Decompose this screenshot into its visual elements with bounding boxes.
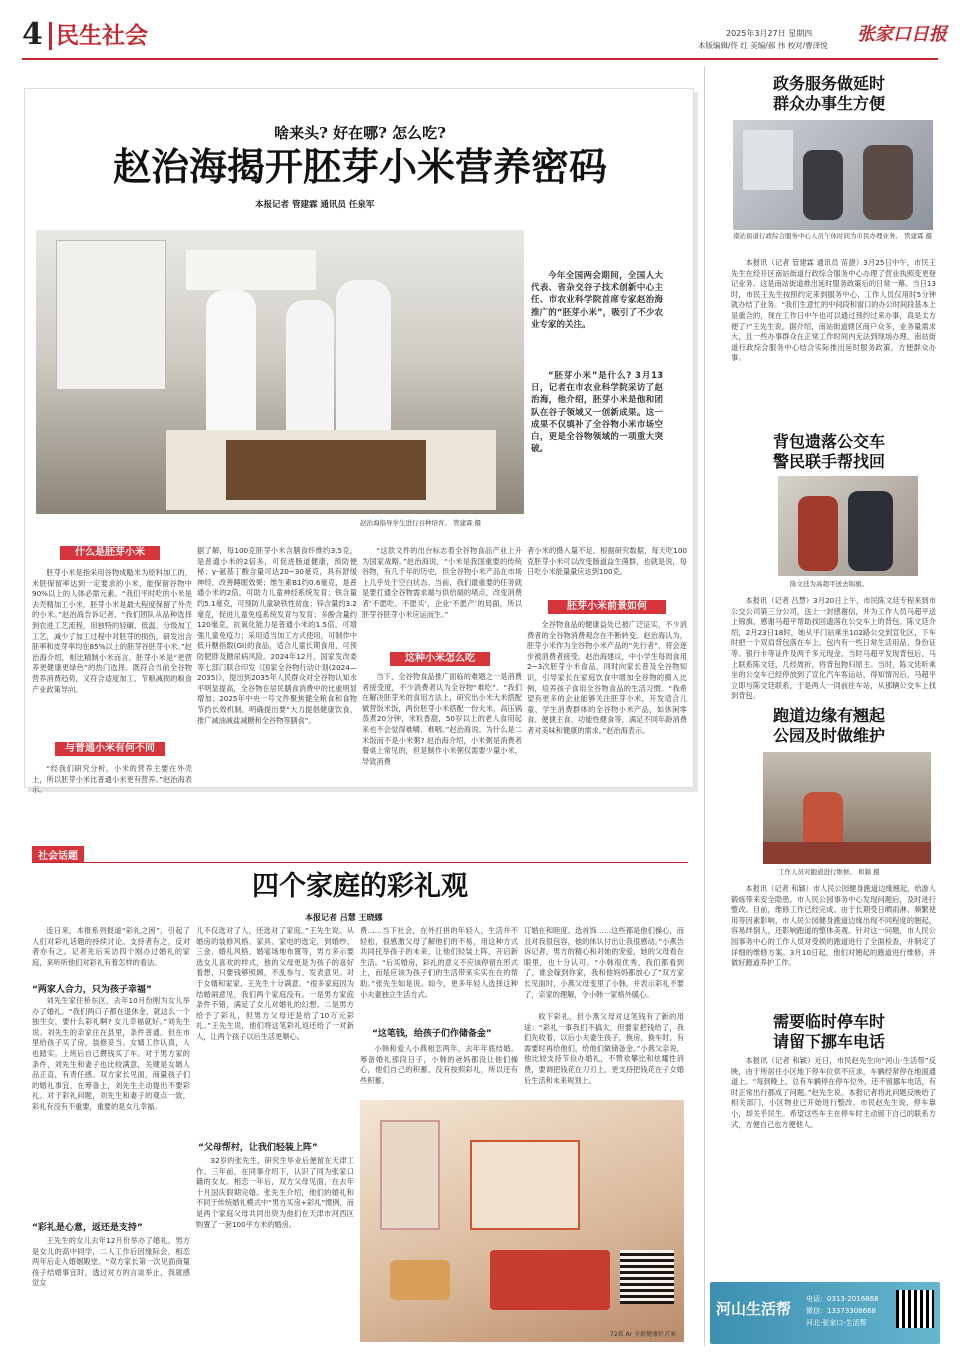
main-col3: “这款文件的出台标志着全谷物食品产业上升为国家战略。”赵治海说，“小米是我国重要的传统谷物，有几千年的历史，但全谷物小米产品在市场上几乎处于空白状态。当前，我们最重要的任务就是要打通全谷物需求端与供给端的堵点，改变消费者‘不愿吃、不愿买’，企业‘不愿产’的局面，所以胚芽谷胚芽小米应运而生。”: [362, 546, 522, 619]
paper-logo: 张家口日报: [857, 24, 947, 45]
story2-col1b: 刘先生家住桥东区，去年10月份刚为女儿举办了婚礼。“我们两口子都在退休金，就这么一个独生女，要什么彩礼啊? 女儿幸福就好。”刘先生说。刘先生的亲家住在县里，条件普通。但在市里给孩子买了房，装修妥当。女婿工作认真，人也踏实。上班后自己攒钱买了车。对于男方家的条件，刘先生和妻子也比较满意，关键是女婿人品正直，有责任感。双方家长见面，商量孩子们的婚礼事宜，在筹备上，刘先生主动提出不要彩礼。对于彩礼问题，刘先生和妻子的观点一致，彩礼有没有不重要，重要的是女儿幸福。: [32, 996, 190, 1111]
main-col4b: 全谷物食品的健康益处已被广泛证实，不少消费者的全谷物消费观念在不断转变。赵治海认为，胚芽小米作为全谷物小米产品的“先行者”，将会逐步被消费者接受。赵治海建议，中小学生每周食用2~3次胚芽小米食品，同时向家长普及全谷物知识，引导家长在家庭饮食中增加全谷物的摄入比例，培养孩子食用全谷物食品的生活习惯。“我希望有更多的企业能够关注胚芽小米，开发适合儿童、学生消费群体的全谷物小米产品，如休闲零食、便捷主食、功能性健食等，满足不同年龄消费者对美味和健康的需求。”赵治海表示。: [527, 620, 687, 735]
subhead-prospect: 胚芽小米前景如何: [548, 600, 666, 614]
story2-col4b: 收下彩礼，但小燕父母对这笔钱有了新的用途：“彩礼一事我们不搞太，但要家把钱给了，我们先收着，以后小夫妻生孩子，换房，换车时，有需要时再给他们，给他们做储备金。”小燕父亲说，他比较支持节俭办婚礼，不赞欢攀比和炫耀性消费，要调把钱花在刀刃上，更支持把钱花在子女婚后生活和未来规划上。: [524, 1012, 684, 1085]
side2-title-line1: 背包遗落公交车: [772, 432, 885, 451]
story2-col2b: 32岁的张先生，研究生毕业后便留在天津工作。三年前，在同事介绍下，认识了同为张家口籍的女友。相恋一年后，双方父母见面，在去年十月国庆假期完婚。张先生介绍，他们的婚礼和不同于传统婚礼模式中“男方买房+彩礼”惯例，而是两个家庭父母共同出资为他们在天津市河西区购置了一套100平方米的婚房。: [196, 1156, 354, 1229]
lead-text-2: “胚芽小米”是什么? 3月13日，记者在市农业科学院采访了赵治海，他介绍，胚芽小米是他和团队在谷子领域又一创新成果。这一成果不仅填补了全谷物小米市场空白，更是全谷物领域的一项重大突破。: [531, 371, 663, 455]
story2-col1a: 连日来，本报系列报道“彩礼之困”，引起了人们对彩礼话题的持续讨论。支持者有之，反对者亦有之。记者先后采访四个刚办过婚礼的家庭，来听听他们对彩礼有着怎样的看法。: [32, 926, 190, 967]
wedding-gift-photo: [360, 1100, 684, 1342]
subhead-difference: 与普通小米有何不同: [55, 742, 165, 756]
subhead-what-is: 什么是胚芽小米: [60, 546, 160, 560]
side2-caption: 陈文廷为高超平送去锦旗。: [790, 580, 868, 588]
ad-logo: 河山生活帮: [716, 1300, 792, 1318]
main-col2: 据了解，每100克胚芽小米含膳食纤维约3.5克，是普通小米的2倍多，可促进肠道健康，预防便秘；γ-氨基丁酸含量可达20~30毫克，具有舒缓神经、改善睡眠效果；维生素B1约0.6毫克，是普通小米的2倍，可助力儿童神经系统发育；铁含量约5.1毫克，可预防儿童缺铁性贫血；锌含量约3.2毫克，促进儿童免疫系统发育与发育；多酚含量约120毫克，抗氧化能力是普通小米的1.5倍，可增强儿童免疫力；采用适当加工方式使用，可制作中低升糖指数(GI)的食品，适合儿童长期食用，可预防肥胖及糖尿病风险。2024年12月，国家发改委等七部门联合印发《国家全谷物行动计划(2024—2035)》，提出到2035年人民群众对全谷物认知水平明显提高，全谷物在居民膳食消费中的比重明显增加；2025年中央一号文件聚焦健全粮食和食物节约长效机制，明确提出要“大力提倡健康饮食，推广减油减盐减糖和全谷物等膳食”。: [197, 546, 357, 725]
side1-title-line1: 政务服务做延时: [772, 74, 885, 93]
main-col1b: “经我们研究分析，小米的营养主要在外壳上，所以胚芽小米比普通小米更有营养。”赵治海表示。: [32, 764, 192, 795]
main-kicker: 啥来头? 好在哪? 怎么吃?: [274, 124, 446, 142]
side2-photo: [778, 476, 918, 576]
story2-col3a: 费……当下社会，在外打拼的年轻人，生活并不轻松，很感激父母了解他们的不易，用这种方式共同托举孩子的未来，让他们轻装上阵，开启新生活。“后买婚房，彩礼的意义不应该停留在形式上，而是应该为孩子们的生活带来实实在在的帮助。”张先生如是说。如今，更多年轻人选择这种小夫妻独立生活方式。: [360, 926, 518, 999]
story2-sub2: “彩礼是心意，返还是支持”: [32, 1223, 143, 1233]
side3-caption: 工作人员对跑道进行维修。 和颖 摄: [778, 868, 880, 876]
side3-title-line1: 跑道边缘有翘起: [772, 706, 885, 725]
side1-photo: [733, 120, 933, 230]
life-help-ad: [710, 1282, 940, 1344]
story2-col2a: 儿不仅选对了人，还选对了家庭。”王先生说。从婚房的装修风格、家具、家电的选定，到婚纱、三金、婚礼风格、婚宴场地布置等，男方多示要选女儿喜欢的样式，他的父母更是为孩子的喜好着想，只要钱够照顾，不乱参与、发表意见。对于女婿和家家，王先生十分满意。“很多家庭因为结婚闹意见，我们两个家庭没有。一是男方家庭条件不错，满足了女儿对婚礼的幻想。二是男方给予了彩礼，但男方父母还是给了10万元彩礼。”王先生说，他们将这笔彩礼返还给了一对新人，让两个孩子以后生活更顺心。: [196, 926, 354, 1041]
story2-col1c: 王先生的女儿去年12月份举办了婚礼，男方是女儿的高中同学，二人工作后因缘际会，相恋两年后走入婚姻殿堂。“双方家长第一次见面商量孩子结婚事宜时，透过对方的言谈举止，我就感觉女: [32, 1236, 190, 1288]
section-divider: [49, 22, 52, 50]
lead-text: 今年全国两会期间，全国人大代表、省杂交谷子技术创新中心主任、市农业科学院首席专家赵治海推广的“胚芽小米”，吸引了不少农业专家的关注。: [531, 271, 663, 330]
side1-text: 本报讯（记者 管建霖 通讯员 苗捷）3月25日中午，市民王先生在经开区南站街道行政综合服务中心办理了营业执照变更登记业务。这是南站街道推出延时服务政策后的日常一幕。当日13时，市民王先生按照约定来到服务中心，工作人员仅用时5分钟就办结了业务。“我们生意忙的中间段和窗口的办公时间段基本上是重合的，现在工作日中午也可以通过预约过来办事，真是太方便了!”王先生说。据介绍，南站街道辖区商户众多，业务量需求大，且一些办事群众在正常工作时间内无法到现场办理。南站街道行政综合服务中心结合实际推出延时服务政策，方便群众办事。: [731, 258, 936, 363]
side2-text: 本报讯（记者 吕慧）3月20日上午，市民陈文廷专程来到市公交公司第三分公司，送上一封感谢信，并为工作人员马超平送上锦旗，感谢马超平帮助找回遗落在公交车上的背包。陈文廷介绍，2月23日18时，她从平门站乘坐102路公交到宣化区，下车时把一个双肩背包落在车上，包内有一些日常生活用品、身份证等。银行卡等证件及两千多元现金。当时马超平发现背包后，马上联系陈文廷，几经周折，将背包物归原主。当时，陈文廷听乘坐的公交车已经停放到了宣化汽车客运站，得知情况后，马超平立即与陈文廷联系，于是两人一同前往车站，从那辆公交车上找到背包。: [731, 596, 936, 701]
subhead-how-eat: 这种小米怎么吃: [390, 652, 490, 666]
story2-col3b: 小韩和爱人小燕相恋两年，去年年底结婚。筹备婚礼那段日子，小韩的爸妈都没让他们操心，他们自己的积蓄，没有按照彩礼，所以还有些积蓄。: [360, 1044, 518, 1085]
ad-wechat: 微信：13373308668: [806, 1307, 876, 1315]
issue-date: 2025年3月27日 星期四: [726, 29, 813, 38]
page-number: 4: [22, 17, 43, 52]
photo-banner: 72款 Ar 全新健康好方案: [610, 1331, 677, 1338]
main-col4a: 者小米的摄入量不足。根据研究数据，每天吃100克胚芽小米可以改变肠道益生菌群，也就是说，每日吃小米能量量应达到100克。: [527, 546, 687, 577]
qr-code: [620, 1250, 674, 1304]
right-column-rule: [704, 66, 705, 1346]
side3-photo: [763, 752, 931, 864]
social-topic-tag: 社会话题: [32, 846, 84, 863]
side1-title-line2: 群众办事生方便: [772, 94, 885, 113]
side3-title-line2: 公园及时做维护: [772, 726, 885, 745]
ad-phone: 电话：0313-2016868: [806, 1295, 879, 1303]
ad-qr-code: [896, 1290, 934, 1328]
story2-sub4: “这笔钱，给孩子们作储备金”: [372, 1029, 492, 1039]
story2-col4a: 订婚在和睦度、选首饰……这些都是他们操心，而且对我很包容，他的体认付出让我很感动。”小燕告诉记者，男方的精心和对她的宠爱，她的父母看在眼里，也十分认可。“小韩很优秀，我们都看到了，谁会嫁到你家，我和他妈妈都放心了”双方家长见面时，小燕父母变里了小韩，并表示彩礼不要了，亲家的理解，令小韩一家格外暖心。: [524, 926, 684, 999]
main-col1a: 胚芽小米是指采用谷物成糙米为原料加工的，米胚保留率达到一定要求的小米，能保留谷物中90%以上的人体必需元素。“我们平时吃的小米是去壳精加工小米，胚芽小米是最大程度保留了外壳的小米。”赵治海告诉记者，“我们团队从品种选择到农进工艺流程，用独特的轻碾、低温、分级加工工艺，减少了加工过程中对胚芽的损伤，研发出含胚率和皮芽率均在85%以上的胚芽谷胚芽小米。”赵治海介绍，相比精制小米而言，胚芽小米是“更营养更健康更绿色”的热门选择。既符合当前全谷物营养消费趋势，又符合适度加工、节粮减损的粮食产业政策导向。: [32, 568, 192, 694]
story2-title: 四个家庭的彩礼观: [252, 871, 468, 902]
main-title: 赵治海揭开胚芽小米营养密码: [112, 144, 607, 189]
story2-rule: [32, 862, 688, 863]
lab-photo: [36, 230, 524, 514]
story2-sub3: “父母帮村，让我们轻装上阵”: [198, 1143, 318, 1153]
main-col3b: 当下，全谷物食品推广面临的难题之一是消费者接受度，不少消费者认为全谷物“难吃”。“我们在解决胚芽米的食用方法上，研究出小米大米搭配做营饭米饭，两份胚芽小米搭配一份大米，高压锅蒸煮20分钟，米粒香甜，50岁以上的老人食用起来也不会觉得难嚼、难咽。”赵治海说。为什么是二米饭而不是小米粥? 赵治海介绍，小米粥是消费者餐桌上常见的，但是制作小米粥仅需要少量小米，导致消费: [362, 672, 522, 766]
masthead-rule: [22, 58, 938, 60]
story2-sub1: “两家人合力，只为孩子幸福”: [32, 985, 152, 995]
side2-title-line2: 警民联手帮找回: [772, 452, 885, 471]
side4-title-line1: 需要临时停车时: [772, 1012, 885, 1031]
side4-text: 本报讯（记者 和颖）近日，市民赵先生向“河山·生活帮”反映，由于所居住小区地下停车位供不应求，车辆经常停在地面通道上。“每到晚上，总有车辆停在停车位外，还不留挪车电话，有时正常出行都成了问题。”赵先生说。本报记者将此问题反映给了相关部门，小区物业已开始进行整改。市民赵先生说，停车靠小，却关乎民生。希望这些车主在停车时主动留下自己的联系方式，方便自己也方便他人。: [731, 1056, 936, 1129]
main-byline: 本报记者 管建霖 通讯员 任泉军: [255, 200, 375, 210]
lab-photo-caption: 赵治海指导学生进行谷种培育。 管建霖 摄: [360, 519, 482, 527]
editors: 本版编辑/佟 红 美编/郝 伟 校对/曹泽悦: [698, 41, 828, 50]
ad-tagline: 河北·张家口·生活帮: [806, 1319, 867, 1327]
story2-byline: 本报记者 吕慧 王晓娜: [305, 913, 383, 922]
side3-text: 本报讯（记者 和颖）市人民公园健身跑道边缘翘起，给游人锻炼带来安全隐患。市人民公园事务中心发现问题后，及时进行整改。目前，维修工作已经完成。由于长期受日晒雨淋、频繁使用等因素影响，市人民公园健身跑道边缘出现不同程度的翘起，容易绊倒人，还影响跑道的整体美观。针对这一问题，市人民公园事务中心的工作人员对受损的跑道进行了全面检查，并制定了详细的维修方案。3月10日起，他们对翘起的跑道进行维修，并做好跑道养护工作。: [731, 884, 936, 968]
section-title: 民生社会: [56, 23, 148, 49]
side1-caption: 南站街道行政综合服务中心人员午休时间为市民办理业务。 管建霖 摄: [733, 232, 933, 240]
side4-title-line2: 请留下挪车电话: [772, 1032, 885, 1051]
